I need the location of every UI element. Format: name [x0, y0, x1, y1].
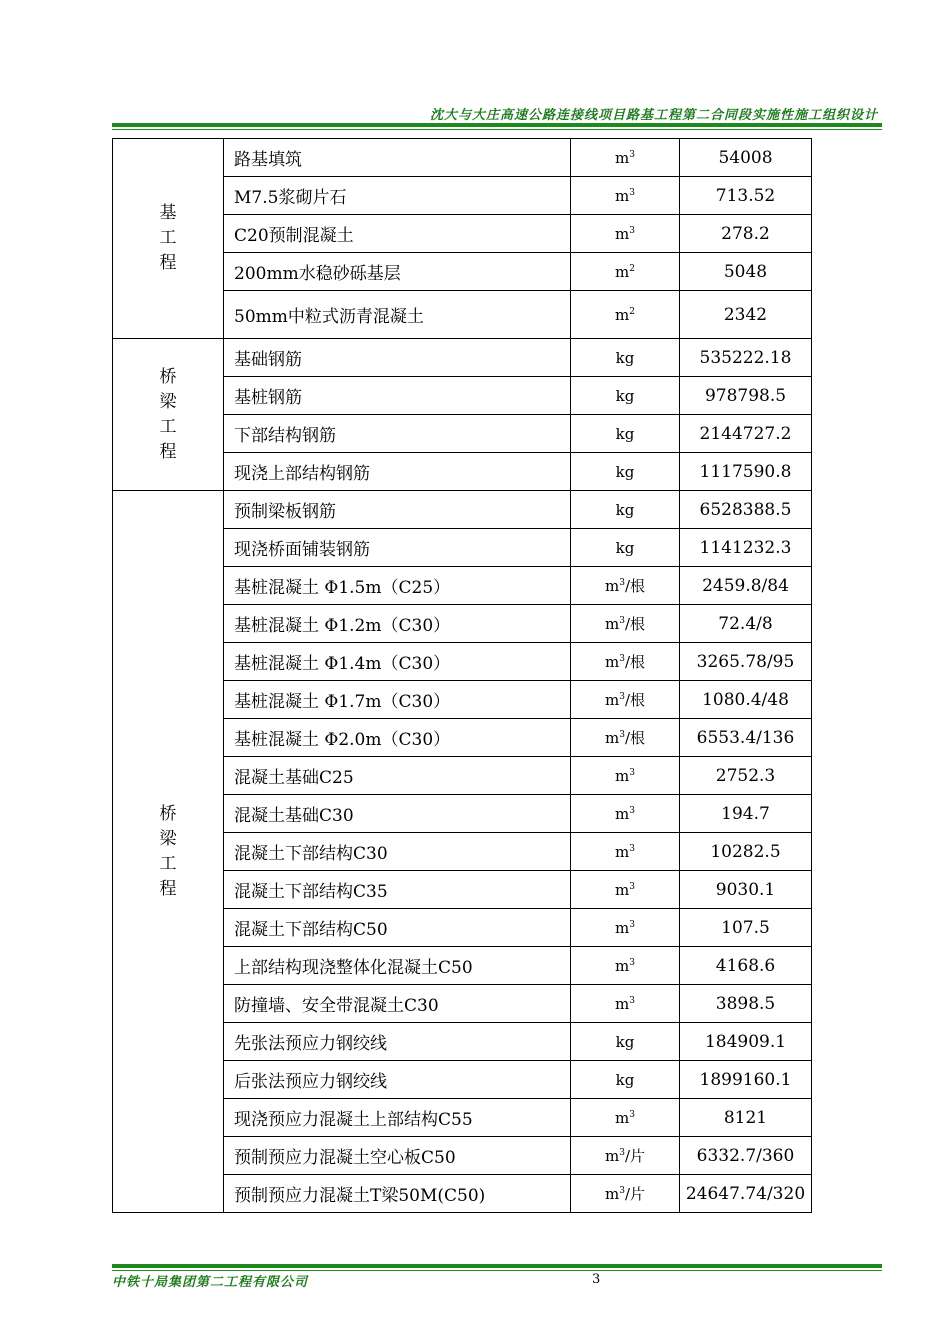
item-quantity: 2752.3 [680, 757, 812, 795]
unit-base: m [615, 262, 630, 281]
unit-base: m [615, 956, 630, 975]
item-unit [571, 139, 680, 177]
item-unit [571, 491, 680, 529]
unit-suffix: /根 [624, 577, 646, 595]
item-quantity: 535222.18 [680, 339, 812, 377]
footer-company: 中铁十局集团第二工程有限公司 [112, 1275, 309, 1290]
unit-base: kg [615, 1070, 635, 1089]
item-name: 基桩混凝土 Φ1.4m（C30） [224, 643, 571, 681]
item-unit [571, 1061, 680, 1099]
item-name: 预制梁板钢筋 [224, 491, 571, 529]
unit-exponent: 3 [619, 654, 625, 664]
unit-base: m [615, 148, 630, 167]
item-quantity: 9030.1 [680, 871, 812, 909]
unit-suffix: /根 [624, 691, 646, 709]
item-quantity: 6332.7/360 [680, 1137, 812, 1175]
table-row [113, 139, 812, 177]
item-unit [571, 291, 680, 339]
item-unit [571, 909, 680, 947]
item-name: 路基填筑 [224, 139, 571, 177]
item-unit [571, 795, 680, 833]
unit-suffix: /根 [624, 615, 646, 633]
unit-exponent: 3 [619, 616, 625, 626]
item-quantity: 72.4/8 [680, 605, 812, 643]
unit-base: m [615, 842, 630, 861]
item-unit [571, 605, 680, 643]
item-unit [571, 339, 680, 377]
item-unit [571, 1023, 680, 1061]
unit-base: kg [615, 1032, 635, 1051]
unit-base: m [615, 804, 630, 823]
item-name: 混凝土下部结构C30 [224, 833, 571, 871]
unit-exponent: 3 [619, 692, 625, 702]
unit-exponent: 3 [629, 1109, 635, 1120]
item-quantity: 6528388.5 [680, 491, 812, 529]
item-quantity: 1080.4/48 [680, 681, 812, 719]
unit-base: m [615, 305, 630, 324]
unit-base: m [615, 994, 630, 1013]
item-unit [571, 567, 680, 605]
item-quantity: 24647.74/320 [680, 1175, 812, 1213]
item-name: 混凝土基础C25 [224, 757, 571, 795]
unit-base: m [615, 224, 630, 243]
item-name: 基桩混凝土 Φ1.5m（C25） [224, 567, 571, 605]
item-quantity: 278.2 [680, 215, 812, 253]
item-unit [571, 1137, 680, 1175]
unit-exponent: 2 [629, 306, 635, 317]
item-quantity: 6553.4/136 [680, 719, 812, 757]
item-name: 下部结构钢筋 [224, 415, 571, 453]
item-name: 基桩混凝土 Φ1.2m（C30） [224, 605, 571, 643]
unit-base: m [615, 186, 630, 205]
item-unit [571, 985, 680, 1023]
unit-base: m [615, 918, 630, 937]
item-unit [571, 757, 680, 795]
unit-exponent: 3 [629, 881, 635, 892]
item-name: 现浇上部结构钢筋 [224, 453, 571, 491]
item-name: 上部结构现浇整体化混凝土C50 [224, 947, 571, 985]
group-label: 桥 梁 工 程 [113, 491, 224, 1213]
unit-exponent: 3 [629, 767, 635, 778]
item-unit [571, 453, 680, 491]
unit-exponent: 2 [629, 263, 635, 274]
unit-exponent: 3 [629, 225, 635, 236]
item-name: 混凝土下部结构C50 [224, 909, 571, 947]
item-quantity: 3265.78/95 [680, 643, 812, 681]
item-quantity: 713.52 [680, 177, 812, 215]
item-name: 防撞墙、安全带混凝土C30 [224, 985, 571, 1023]
item-name: 基桩钢筋 [224, 377, 571, 415]
unit-base: kg [615, 500, 635, 519]
item-unit [571, 871, 680, 909]
unit-suffix: /根 [624, 653, 646, 671]
item-name: 现浇桥面铺装钢筋 [224, 529, 571, 567]
unit-base: m [604, 1147, 620, 1165]
page-number: 3 [592, 1272, 601, 1287]
item-quantity: 107.5 [680, 909, 812, 947]
item-unit [571, 377, 680, 415]
item-unit [571, 643, 680, 681]
item-quantity: 184909.1 [680, 1023, 812, 1061]
item-name: M7.5浆砌片石 [224, 177, 571, 215]
item-unit [571, 1099, 680, 1137]
unit-base: kg [615, 538, 635, 557]
item-name: 预制预应力混凝土空心板C50 [224, 1137, 571, 1175]
unit-suffix: /根 [624, 729, 646, 747]
table-row [113, 491, 812, 529]
item-name: 后张法预应力钢绞线 [224, 1061, 571, 1099]
unit-base: kg [615, 424, 635, 443]
unit-base: m [604, 615, 620, 633]
item-name: 基桩混凝土 Φ2.0m（C30） [224, 719, 571, 757]
unit-exponent: 3 [619, 730, 625, 740]
item-quantity: 978798.5 [680, 377, 812, 415]
unit-base: m [604, 577, 620, 595]
unit-base: m [615, 1108, 630, 1127]
unit-base: m [615, 880, 630, 899]
item-quantity: 2144727.2 [680, 415, 812, 453]
item-quantity: 2459.8/84 [680, 567, 812, 605]
item-quantity: 2342 [680, 291, 812, 339]
footer-rule-thick [112, 1264, 882, 1268]
item-quantity: 8121 [680, 1099, 812, 1137]
group-label: 桥 梁 工 程 [113, 339, 224, 491]
item-unit [571, 681, 680, 719]
item-unit [571, 833, 680, 871]
unit-base: m [615, 766, 630, 785]
item-unit [571, 177, 680, 215]
item-unit [571, 529, 680, 567]
item-name: 预制预应力混凝土T梁50M(C50) [224, 1175, 571, 1213]
item-unit [571, 215, 680, 253]
item-quantity: 4168.6 [680, 947, 812, 985]
document-header-title: 沈大与大庄高速公路连接线项目路基工程第二合同段实施性施工组织设计 [429, 108, 878, 123]
unit-base: m [604, 691, 620, 709]
item-name: C20预制混凝土 [224, 215, 571, 253]
quantity-table [112, 138, 812, 1213]
item-unit [571, 253, 680, 291]
unit-base: kg [615, 462, 635, 481]
item-unit [571, 719, 680, 757]
item-quantity: 10282.5 [680, 833, 812, 871]
item-unit [571, 1175, 680, 1213]
unit-suffix: /片 [624, 1147, 646, 1165]
group-label: 基 工 程 [113, 139, 224, 339]
item-quantity: 1899160.1 [680, 1061, 812, 1099]
item-quantity: 1141232.3 [680, 529, 812, 567]
header-rule-thin [112, 129, 882, 130]
header-rule-thick [112, 123, 882, 127]
item-name: 200mm水稳砂砾基层 [224, 253, 571, 291]
unit-suffix: /片 [624, 1185, 646, 1203]
unit-exponent: 3 [619, 1148, 625, 1158]
item-name: 基桩混凝土 Φ1.7m（C30） [224, 681, 571, 719]
item-name: 现浇预应力混凝土上部结构C55 [224, 1099, 571, 1137]
item-quantity: 54008 [680, 139, 812, 177]
unit-base: m [604, 1185, 620, 1203]
unit-exponent: 3 [629, 187, 635, 198]
unit-base: kg [615, 386, 635, 405]
unit-exponent: 3 [619, 1186, 625, 1196]
unit-exponent: 3 [629, 843, 635, 854]
unit-exponent: 3 [629, 919, 635, 930]
item-quantity: 1117590.8 [680, 453, 812, 491]
unit-base: m [604, 653, 620, 671]
unit-exponent: 3 [629, 957, 635, 968]
item-quantity: 194.7 [680, 795, 812, 833]
item-name: 混凝土基础C30 [224, 795, 571, 833]
unit-exponent: 3 [619, 578, 625, 588]
item-quantity: 3898.5 [680, 985, 812, 1023]
unit-exponent: 3 [629, 805, 635, 816]
unit-exponent: 3 [629, 149, 635, 160]
item-name: 混凝土下部结构C35 [224, 871, 571, 909]
item-quantity: 5048 [680, 253, 812, 291]
item-name: 先张法预应力钢绞线 [224, 1023, 571, 1061]
item-name: 基础钢筋 [224, 339, 571, 377]
item-unit [571, 947, 680, 985]
unit-base: kg [615, 348, 635, 367]
table-row [113, 339, 812, 377]
unit-exponent: 3 [629, 995, 635, 1006]
quantity-table-body [113, 139, 812, 1213]
item-name: 50mm中粒式沥青混凝土 [224, 291, 571, 339]
item-unit [571, 415, 680, 453]
unit-base: m [604, 729, 620, 747]
